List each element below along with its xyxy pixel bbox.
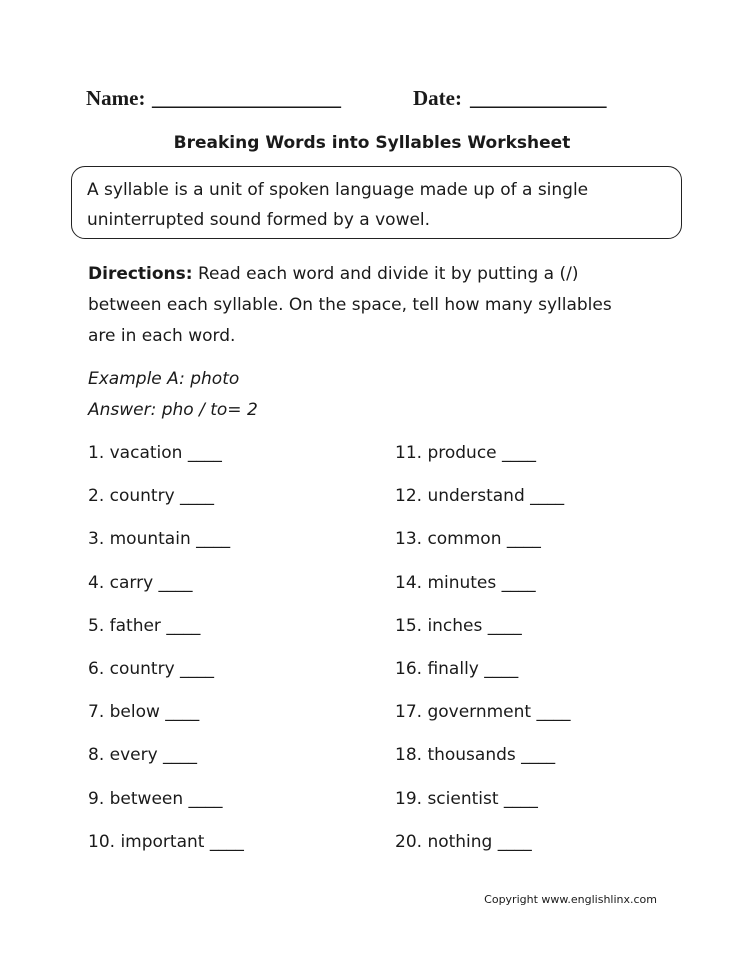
items-column-right [395, 438, 570, 870]
items-column-left [88, 438, 244, 870]
definition-line-1: A syllable is a unit of spoken language made up of a single [87, 180, 589, 200]
date-field-line[interactable]: _____________ [470, 86, 607, 110]
list-item[interactable]: 4. carry ____ [88, 572, 193, 593]
list-item[interactable]: 14. minutes ____ [395, 572, 536, 593]
list-item[interactable]: 1. vacation ____ [88, 443, 222, 463]
list-item[interactable]: 20. nothing ____ [395, 831, 532, 852]
list-item[interactable]: 19. scientist ____ [395, 788, 538, 809]
copyright-text: Copyright www.englishlinx.com [484, 893, 657, 906]
list-item[interactable]: 9. between ____ [88, 788, 223, 809]
list-item[interactable]: 2. country ____ [88, 486, 215, 507]
list-item[interactable]: 6. country ____ [88, 658, 215, 679]
example-answer: Answer: pho / to= 2 [88, 400, 258, 420]
directions-label: Directions: [88, 264, 193, 284]
example-question: Example A: photo [88, 369, 240, 389]
name-label: Name: [86, 86, 146, 110]
list-item[interactable]: 16. finally ____ [395, 658, 519, 679]
list-item[interactable]: 10. important ____ [88, 831, 244, 852]
list-item[interactable]: 3. mountain ____ [88, 529, 231, 550]
list-item[interactable]: 7. below ____ [88, 702, 200, 723]
list-item[interactable]: 5. father ____ [88, 615, 201, 636]
list-item[interactable]: 11. produce ____ [395, 443, 537, 463]
directions-line-2: between each syllable. On the space, tell how many syllables [88, 295, 612, 315]
list-item[interactable]: 18. thousands ____ [395, 745, 556, 766]
list-item[interactable]: 15. inches ____ [395, 615, 522, 636]
directions-text-1: Read each word and divide it by putting a (/) [192, 264, 579, 284]
definition-box [71, 166, 682, 239]
list-item[interactable]: 17. government ____ [395, 702, 571, 723]
name-field-line[interactable]: __________________ [152, 86, 341, 110]
list-item[interactable]: 12. understand ____ [395, 486, 565, 507]
directions-line-1 [88, 259, 668, 290]
list-item[interactable]: 8. every ____ [88, 745, 198, 766]
list-item[interactable]: 13. common ____ [395, 529, 541, 550]
directions [88, 259, 668, 352]
definition-line-2: uninterrupted sound formed by a vowel. [87, 210, 431, 230]
example-block [88, 364, 258, 426]
date-label: Date: [413, 86, 462, 110]
worksheet-title: Breaking Words into Syllables Worksheet [173, 133, 571, 153]
directions-line-3: are in each word. [88, 326, 236, 346]
